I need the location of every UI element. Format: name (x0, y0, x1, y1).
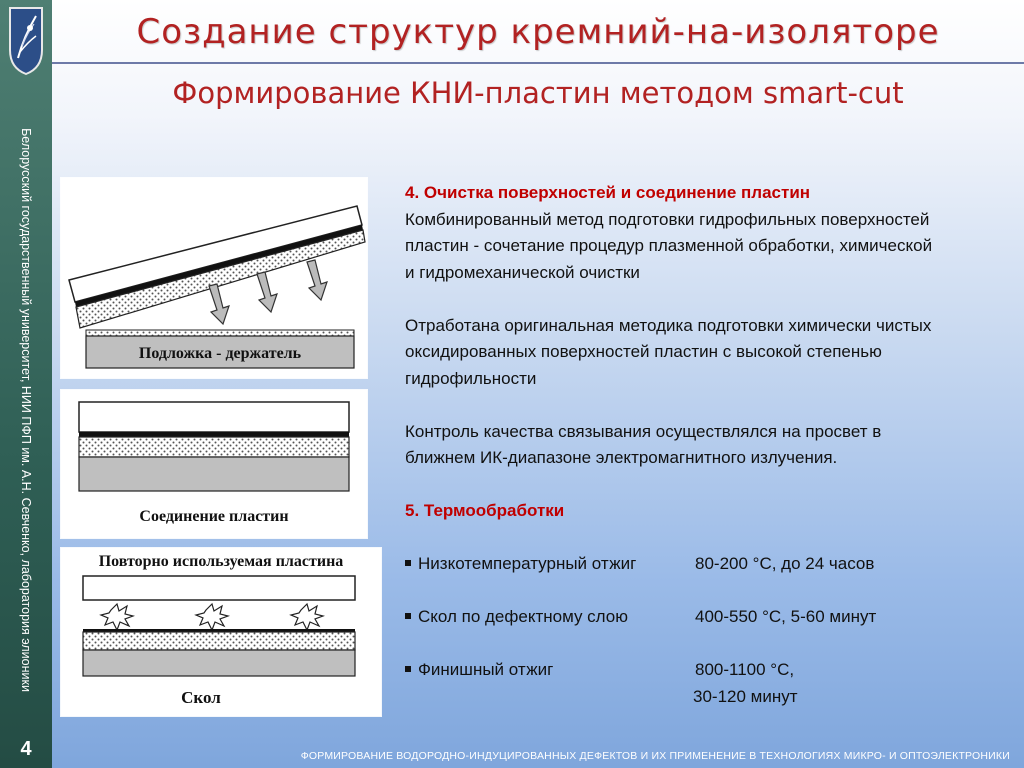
sidebar (0, 0, 52, 768)
paragraph-line: ближнем ИК-диапазоне электромагнитного излучения. (405, 448, 838, 467)
figure-label-substrate: Подложка - держатель (138, 345, 302, 362)
figure-substrate-holder (61, 178, 367, 378)
section-4-line: и гидромеханической очистки (405, 262, 640, 282)
section-5-heading: 5. Термообработки (405, 501, 565, 520)
figure-label-reusable-wafer: Повторно используемая пластина (98, 553, 344, 570)
bullet-square-icon (405, 613, 411, 619)
figure-label-cleave: Скол (181, 688, 221, 707)
list-item-value: 800-1100 °С, (695, 660, 795, 679)
list-item (405, 657, 1005, 684)
page-number: 4 (20, 738, 32, 760)
university-logo-icon (6, 6, 46, 76)
title-divider (52, 62, 1024, 64)
slide-title: Создание структур кремний-на-изоляторе (136, 12, 940, 52)
list-item-name: Скол по дефектному слою (418, 607, 629, 626)
section-4-line: Комбинированный метод подготовки гидрофильных поверхностей (405, 209, 930, 229)
figure-cleave (61, 548, 381, 716)
text-content (405, 180, 1005, 710)
list-item (405, 551, 1005, 578)
slide-subtitle: Формирование КНИ-пластин методом smart-cut (172, 76, 904, 110)
list-item-name: Финишный отжиг (418, 660, 554, 679)
section-4-heading: 4. Очистка поверхностей и соединение пластин (405, 183, 811, 202)
sidebar-vertical-text: Белорусский государственный университет, НИИ ПФП им. А.Н. Севченко, лаборатория элионики (19, 128, 33, 692)
slide-footer: ФОРМИРОВАНИЕ ВОДОРОДНО-ИНДУЦИРОВАННЫХ ДЕФЕКТОВ И ИХ ПРИМЕНЕНИЕ В ТЕХНОЛОГИЯХ МИКРО- И ОПТОЭЛЕКТРОНИКИ (300, 750, 1010, 762)
figure-label-bonding: Соединение пластин (139, 508, 289, 525)
paragraph-line: оксидированных поверхностей пластин с высокой степенью (405, 342, 882, 361)
list-item (405, 604, 1005, 631)
section-4-line: пластин - сочетание процедур плазменной обработки, химической (405, 236, 933, 255)
list-item-continuation (405, 684, 1005, 711)
bullet-square-icon (405, 560, 411, 566)
list-item-value: 400-550 °С, 5-60 минут (695, 607, 877, 626)
list-item-value: 30-120 минут (693, 686, 798, 706)
paragraph-line: Отработана оригинальная методика подготовки химически чистых (405, 315, 932, 335)
paragraph-line: гидрофильности (405, 368, 537, 388)
paragraph-line: Контроль качества связывания осуществлялся на просвет в (405, 421, 882, 441)
figure-wafer-bonding (61, 390, 367, 538)
list-item-name: Низкотемпературный отжиг (418, 554, 637, 573)
list-item-value: 80-200 °С, до 24 часов (695, 554, 875, 573)
bullet-square-icon (405, 666, 411, 672)
